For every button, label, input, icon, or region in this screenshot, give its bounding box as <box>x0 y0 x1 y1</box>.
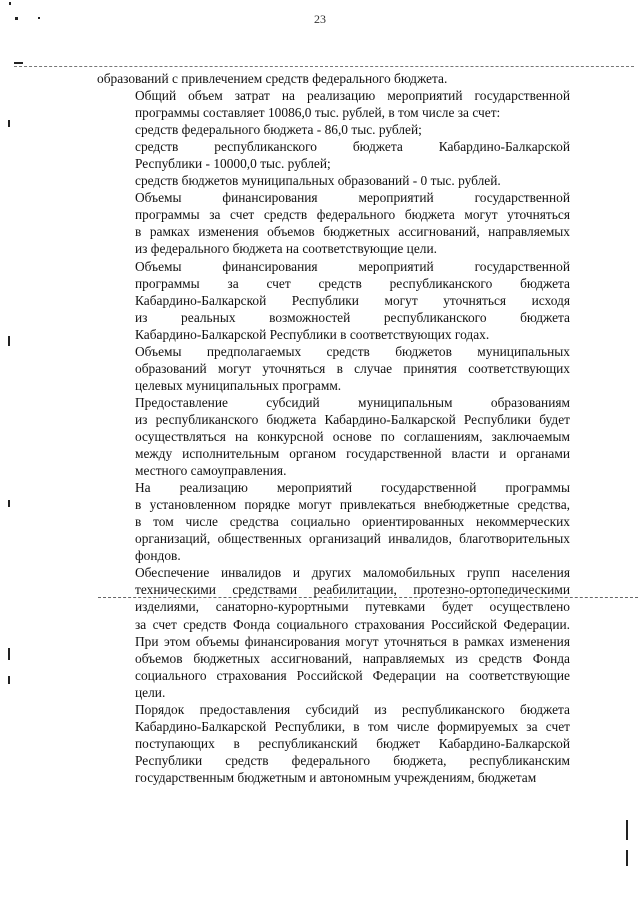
text-line: Обеспечение инвалидов и других маломобильных групп населения <box>135 565 570 581</box>
scan-artifact-mark <box>626 820 628 840</box>
text-line: в рамках изменения объемов бюджетных ассигнований, направляемых <box>135 224 570 240</box>
scan-artifact-dot <box>15 17 18 20</box>
scan-artifact-dot <box>9 2 11 5</box>
text-line: Республики - 10000,0 тыс. рублей; <box>135 156 331 172</box>
text-line: из федерального бюджета на соответствующие цели. <box>135 241 437 257</box>
text-line: поступающих в республиканский бюджет Кабардино-Балкарской <box>135 735 570 751</box>
text-line: цели. <box>135 684 166 700</box>
paragraph <box>97 564 570 700</box>
text-line: социального страхования Российской Федерации на соответствующие <box>135 667 570 683</box>
scan-artifact-dot <box>38 17 40 19</box>
text-line: образований с привлечением средств федерального бюджета. <box>97 71 448 86</box>
paragraph <box>97 479 570 564</box>
text-line: в установленном порядке могут привлекаться внебюджетные средства, <box>135 497 570 513</box>
paragraph <box>97 394 570 479</box>
scan-artifact-mark <box>8 120 10 127</box>
scan-artifact-mark <box>8 648 10 660</box>
text-line: в том числе средства социально ориентированных некоммерческих <box>135 514 570 530</box>
scan-artifact-mark <box>626 850 628 866</box>
text-line: программы за счет средств федерального бюджета могут уточняться <box>135 207 570 223</box>
text-line: Кабардино-Балкарской Республики, в том числе формируемых за счет <box>135 718 570 734</box>
text-line: Кабардино-Балкарской Республики могут уточняться исходя <box>135 292 570 308</box>
paragraph <box>97 121 570 138</box>
text-line: средств федерального бюджета - 86,0 тыс. рублей; <box>135 122 422 138</box>
text-line: изделиями, санаторно-курортными путевками будет осуществлено <box>135 599 570 615</box>
paragraph <box>97 138 570 172</box>
page-number: 23 <box>314 12 326 26</box>
text-line: целевых муниципальных программ. <box>135 377 342 393</box>
page-top-rule <box>14 66 634 67</box>
scan-artifact-dot <box>14 62 23 64</box>
scan-artifact-mark <box>8 336 10 346</box>
scan-artifact-mark <box>8 500 10 507</box>
document-body <box>97 70 570 786</box>
text-line: Предоставление субсидий муниципальным образованиям <box>135 394 570 410</box>
scan-artifact-mark <box>8 676 10 684</box>
text-line: за счет средств Фонда социального страхования Российской Федерации. <box>135 616 570 632</box>
text-line: между исполнительным органом государственной власти и органами <box>135 446 570 462</box>
paragraph <box>97 87 570 121</box>
text-line: Объемы предполагаемых средств бюджетов муниципальных <box>135 343 570 359</box>
paragraph <box>97 258 570 343</box>
text-line: Объемы финансирования мероприятий государственной <box>135 258 570 274</box>
text-line: программы за счет средств республиканского бюджета <box>135 275 570 291</box>
text-line: Республики средств федерального бюджета, республиканским <box>135 752 570 768</box>
paragraph <box>97 172 570 189</box>
paragraph <box>97 701 570 786</box>
text-line: из реальных возможностей республиканского бюджета <box>135 309 570 325</box>
text-line: объемов бюджетных ассигнований, направляемых из средств Фонда <box>135 650 570 666</box>
paragraph <box>97 70 570 87</box>
text-line: Порядок предоставления субсидий из республиканского бюджета <box>135 701 570 717</box>
text-line: средств республиканского бюджета Кабардино-Балкарской <box>135 139 570 155</box>
text-line: программы составляет 10086,0 тыс. рублей, в том числе за счет: <box>135 105 501 121</box>
text-line: средств бюджетов муниципальных образований - 0 тыс. рублей. <box>135 173 501 189</box>
text-line: организаций, общественных организаций инвалидов, благотворительных <box>135 531 570 547</box>
text-line: При этом объемы финансирования могут уточняться в рамках изменения <box>135 633 570 649</box>
text-line: осуществляться на конкурсной основе по соглашениям, заключаемым <box>135 428 570 444</box>
paragraph <box>97 189 570 257</box>
text-line: образований могут уточняться в случае принятия соответствующих <box>135 360 570 376</box>
text-line: местного самоуправления. <box>135 463 287 479</box>
text-line: техническими средствами реабилитации, протезно-ортопедическими <box>135 582 570 598</box>
text-line: Кабардино-Балкарской Республики в соответствующих годах. <box>135 326 490 342</box>
text-line: государственным бюджетным и автономным учреждениям, бюджетам <box>135 769 537 785</box>
text-line: На реализацию мероприятий государственной программы <box>135 480 570 496</box>
text-line: Объемы финансирования мероприятий государственной <box>135 190 570 206</box>
text-line: из республиканского бюджета Кабардино-Балкарской Республики будет <box>135 411 570 427</box>
text-line: Общий объем затрат на реализацию мероприятий государственной <box>135 88 570 104</box>
text-line: фондов. <box>135 548 181 564</box>
paragraph <box>97 343 570 394</box>
